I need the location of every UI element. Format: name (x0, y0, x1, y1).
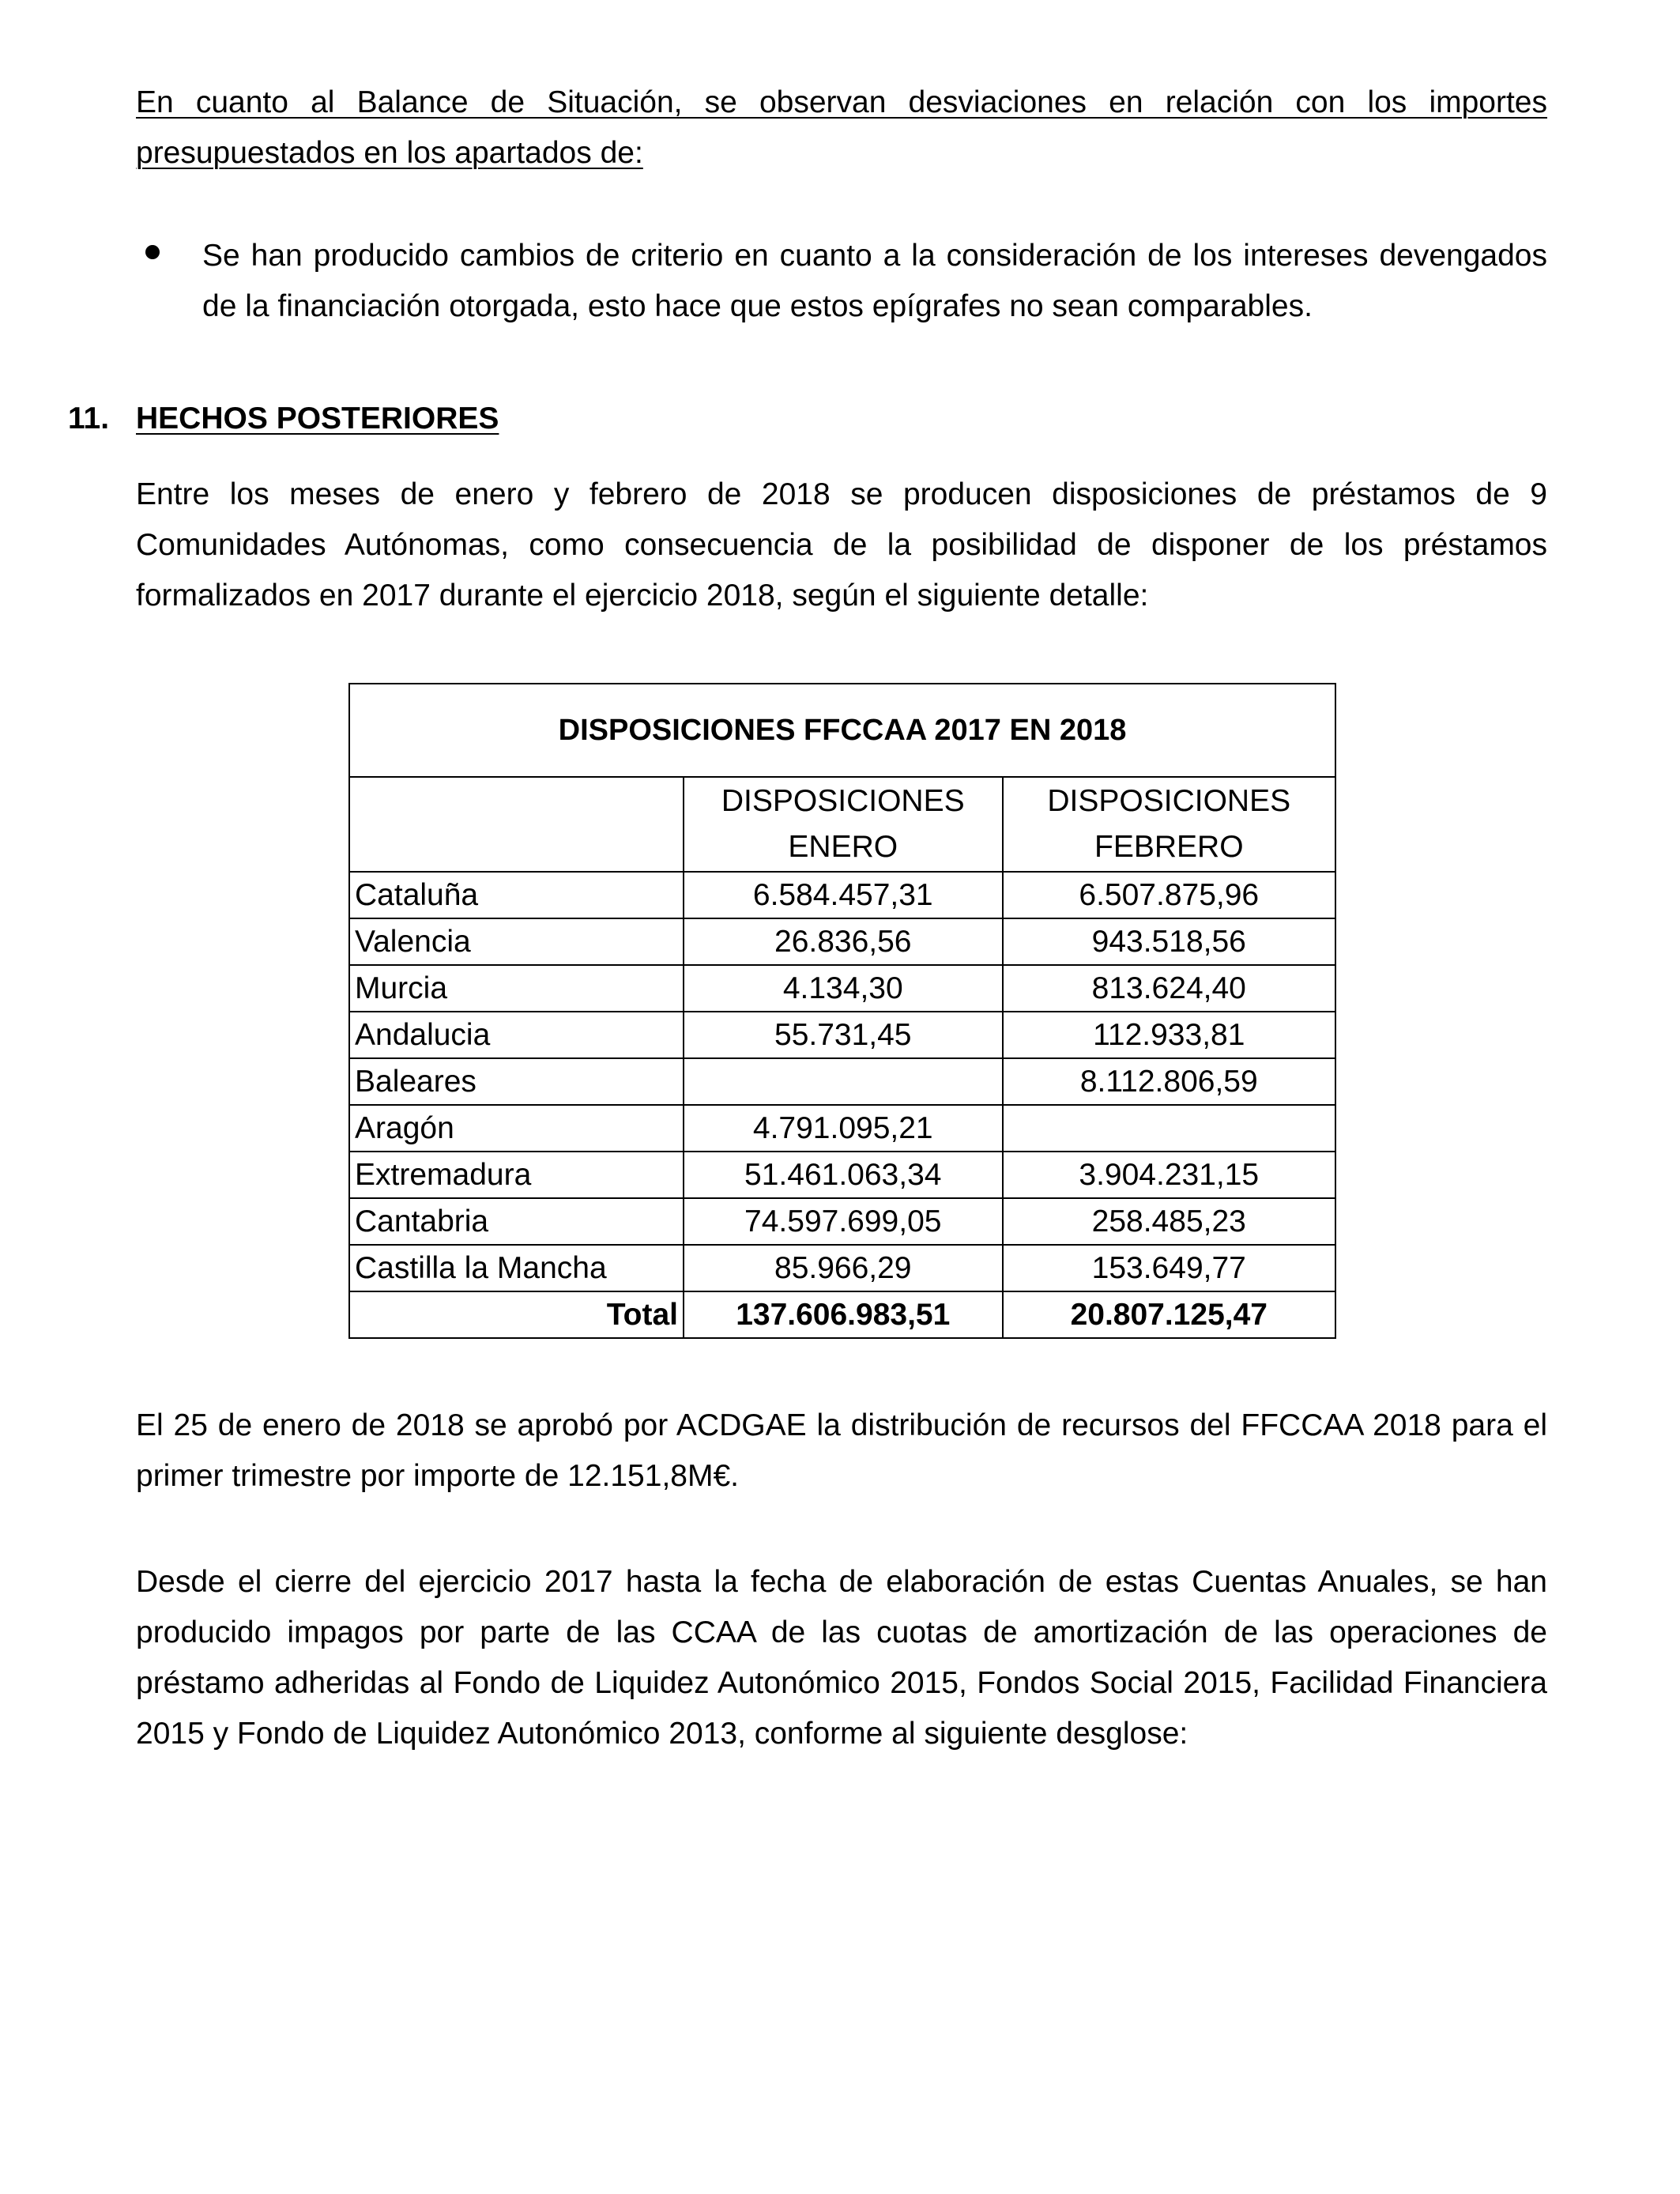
row-enero: 85.966,29 (684, 1245, 1003, 1291)
header-empty-cell (349, 777, 684, 872)
row-enero: 6.584.457,31 (684, 872, 1003, 918)
table-row (349, 1198, 1335, 1245)
acdgae-paragraph: El 25 de enero de 2018 se aprobó por ACDGAE la distribución de recursos del FFCCAA 2018 para el primer trimestre por importe de 12.151,8M€. (136, 1408, 1547, 1493)
total-label: Total (349, 1291, 684, 1338)
table-row (349, 872, 1335, 918)
row-febrero: 8.112.806,59 (1003, 1058, 1335, 1105)
table-total-row (349, 1291, 1335, 1338)
table-header-row (349, 777, 1335, 872)
table-row (349, 1105, 1335, 1152)
section-title: HECHOS POSTERIORES (136, 401, 499, 435)
header-febrero: DISPOSICIONES FEBRERO (1003, 777, 1335, 872)
disposiciones-table (348, 683, 1336, 1339)
table-row (349, 1152, 1335, 1198)
section-number: 11. (68, 401, 110, 435)
impagos-paragraph: Desde el cierre del ejercicio 2017 hasta la fecha de elaboración de estas Cuentas Anuales, se han producido impagos por parte de las CCAA de las cuotas de amortización de las operaciones de préstamo adheridas al Fondo de Liquidez Autonómico 2015, Fondos Social 2015, Facilidad Financiera 2015 y Fondo de Liquidez Autonómico 2013, conforme al siguiente desglose: (136, 1565, 1547, 1751)
row-enero: 74.597.699,05 (684, 1198, 1003, 1245)
row-name: Extremadura (349, 1152, 684, 1198)
row-febrero: 6.507.875,96 (1003, 872, 1335, 918)
table-title-row (349, 684, 1335, 777)
balance-intro-paragraph (136, 77, 1547, 179)
intro-paragraph: Entre los meses de enero y febrero de 2018 se producen disposiciones de préstamos de 9 Comunidades Autónomas, como consecuencia de la posibilidad de disponer de los préstamos formalizados en 2017 durante el ejercicio 2018, según el siguiente detalle: (136, 477, 1547, 613)
row-febrero: 3.904.231,15 (1003, 1152, 1335, 1198)
row-enero: 4.791.095,21 (684, 1105, 1003, 1152)
bullet-text: Se han producido cambios de criterio en cuanto a la consideración de los intereses devengados de la financiación otorgada, esto hace que estos epígrafes no sean comparables. (202, 239, 1547, 323)
row-name: Cantabria (349, 1198, 684, 1245)
table-row (349, 1245, 1335, 1291)
row-name: Cataluña (349, 872, 684, 918)
row-febrero: 112.933,81 (1003, 1012, 1335, 1058)
row-enero: 51.461.063,34 (684, 1152, 1003, 1198)
table-row (349, 918, 1335, 965)
bullet-dot-icon (145, 245, 160, 259)
row-name: Castilla la Mancha (349, 1245, 684, 1291)
row-febrero: 258.485,23 (1003, 1198, 1335, 1245)
row-enero: 4.134,30 (684, 965, 1003, 1012)
row-febrero: 943.518,56 (1003, 918, 1335, 965)
table-title: DISPOSICIONES FFCCAA 2017 EN 2018 (349, 684, 1335, 777)
row-name: Murcia (349, 965, 684, 1012)
row-name: Baleares (349, 1058, 684, 1105)
table-row (349, 965, 1335, 1012)
table-row (349, 1058, 1335, 1105)
row-name: Andalucia (349, 1012, 684, 1058)
row-name: Aragón (349, 1105, 684, 1152)
row-febrero: 813.624,40 (1003, 965, 1335, 1012)
row-enero (684, 1058, 1003, 1105)
header-enero: DISPOSICIONES ENERO (684, 777, 1003, 872)
row-enero: 55.731,45 (684, 1012, 1003, 1058)
table-row (349, 1012, 1335, 1058)
total-febrero: 20.807.125,47 (1003, 1291, 1335, 1338)
balance-intro-text: En cuanto al Balance de Situación, se observan desviaciones en relación con los importes presupuestados en los apartados de: (136, 85, 1547, 170)
row-febrero: 153.649,77 (1003, 1245, 1335, 1291)
row-febrero (1003, 1105, 1335, 1152)
total-enero: 137.606.983,51 (684, 1291, 1003, 1338)
row-name: Valencia (349, 918, 684, 965)
row-enero: 26.836,56 (684, 918, 1003, 965)
